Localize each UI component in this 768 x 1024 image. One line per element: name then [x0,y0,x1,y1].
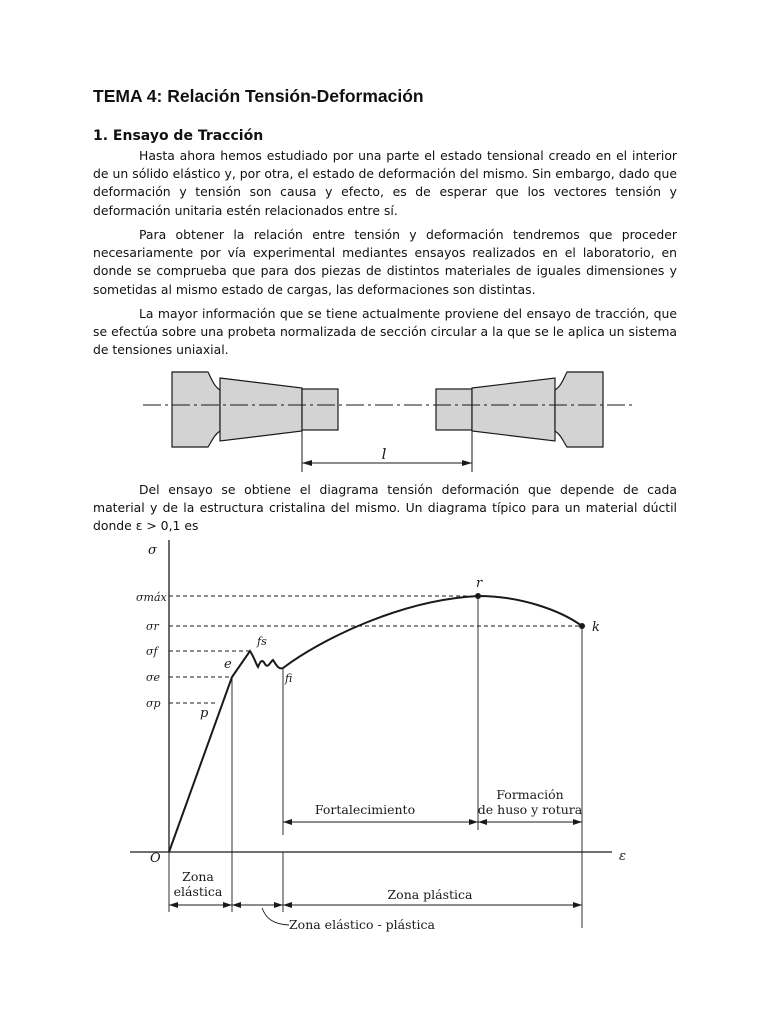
paragraph-1: Hasta ahora hemos estudiado por una parte el estado tensional creado en el interior de un sólido elástico y, por otra, el estado de deformación del mismo. Sin embargo, dado que deformación y tensión son causa y efecto, es de esperar que los vectores tensión y deformación unitaria estén relacionados entre sí. [93,148,677,218]
label-sigma-f: σf [146,645,158,658]
label-zona-elastica-2: elástica [173,884,223,899]
y-axis-label: σ [148,543,157,558]
arrow-fort-left [283,819,292,825]
arrow-zep-right [274,902,283,908]
stress-strain-curve [169,596,582,852]
label-fortalecimiento: Fortalecimiento [314,802,416,817]
label-sigma-max: σmáx [136,591,167,604]
arrow-zp-left [283,902,292,908]
arrow-ze-left [169,902,178,908]
specimen-left-taper [220,378,302,441]
point-label-fi: fi [285,672,293,685]
x-axis-label: ε [619,849,626,864]
label-zona-plastica: Zona plástica [387,887,473,902]
arrow-zp-right [573,902,582,908]
page-title: TEMA 4: Relación Tensión-Deformación [93,86,424,106]
point-label-p: p [200,706,209,721]
specimen-length-label: l [381,445,387,463]
point-label-fs: fs [257,635,267,648]
label-sigma-p: σp [146,697,161,710]
label-sigma-e: σe [146,671,161,684]
specimen-right-grip [555,372,603,447]
specimen-right-shaft [436,389,472,430]
arrow-form-left [478,819,487,825]
paragraph-3: La mayor información que se tiene actualmente proviene del ensayo de tracción, que se efectúa sobre una probeta normalizada de sección circular a la que se le aplica un sistema de tensiones uniaxial. [93,306,677,358]
label-formacion-1: Formación [496,787,564,802]
specimen-left-shaft [302,389,338,430]
label-zona-elastica-1: Zona [182,869,214,884]
point-label-r: r [476,576,483,591]
specimen-left-grip [172,372,220,447]
label-formacion-2: de huso y rotura [477,802,583,817]
origin-label: O [150,851,161,866]
arrow-form-right [573,819,582,825]
point-r [475,593,481,599]
arrow-zep-left [232,902,241,908]
point-k [579,623,585,629]
specimen-dim-arrow-right [462,460,472,466]
arrow-ze-right [223,902,232,908]
paragraph-2: Para obtener la relación entre tensión y deformación tendremos que proceder necesariamente por vía experimental mediantes ensayos realizados en el laboratorio, en donde se comprueba que para dos piezas de distintos materiales de iguales dimensiones y sometidas al mismo estado de cargas, las deformaciones son distintas. [93,227,677,297]
paragraph-4: Del ensayo se obtiene el diagrama tensión deformación que depende de cada material y de la estructura cristalina del mismo. Un diagrama típico para un material dúctil donde ε > 0,1 es [93,482,677,534]
arrow-fort-right [469,819,478,825]
label-zona-elastico-plastica: Zona elástico - plástica [288,917,436,932]
specimen-right-taper [472,378,555,441]
specimen-dim-arrow-left [302,460,312,466]
label-sigma-r: σr [146,620,159,633]
leader-zona-elastico-plastica [262,908,289,925]
section-heading: 1. Ensayo de Tracción [93,128,264,144]
point-label-e: e [224,657,232,672]
point-label-k: k [592,620,600,635]
